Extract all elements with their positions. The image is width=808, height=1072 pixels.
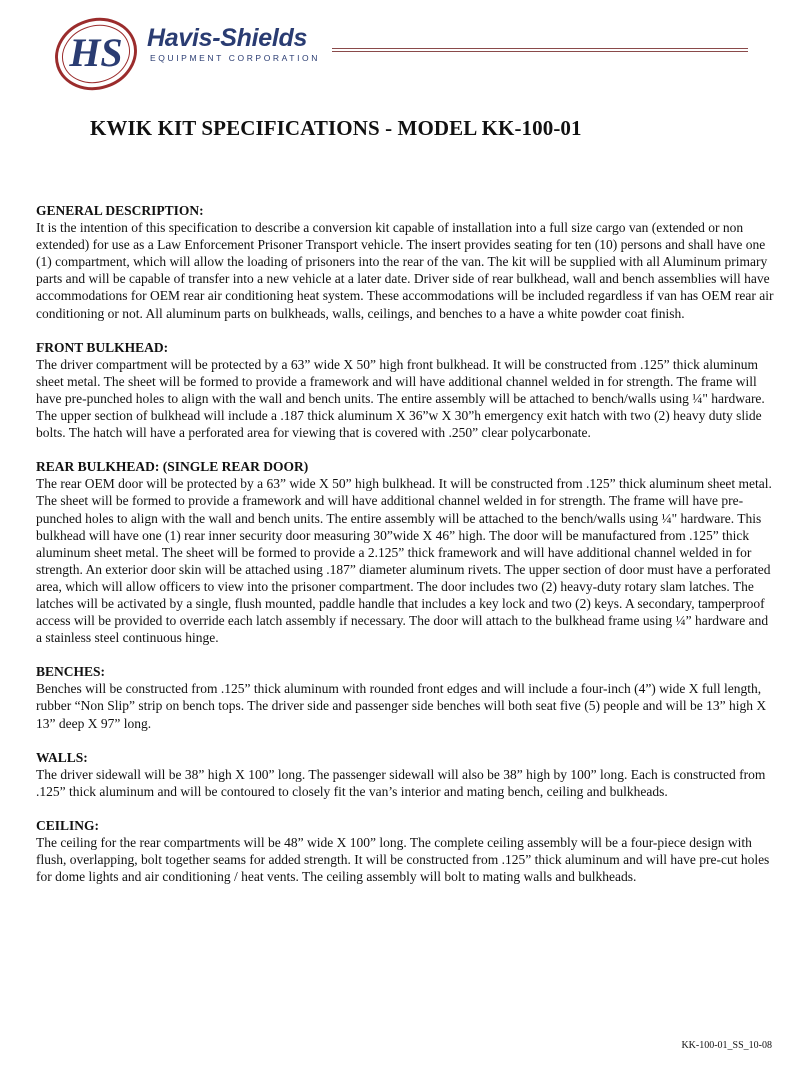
section-heading: WALLS: [36,749,88,765]
logo-monogram: HS [69,30,123,75]
section-ceiling [36,817,774,885]
header-rule [332,51,748,52]
section-heading: REAR BULKHEAD: (SINGLE REAR DOOR) [36,459,309,475]
section-body: It is the intention of this specification to describe a conversion kit capable of installation into a full size cargo van (extended or non extended) for use as a Law Enforcement Prisoner Transport vehicle. The insert provides seating for ten (10) persons and shall have one (1) compartment, which will allow the loading of prisoners into the rear of the van. The kit will be supplied with all Aluminum primary parts and will be capable of transfer into a new vehicle at a later date. Driver side of rear bulkhead, wall and bench assemblies will have accommodations for OEM rear air conditioning heat system. These accommodations will be included regardless if van has OEM rear air conditioning or not. All aluminum parts on bulkheads, walls, ceilings, and benches to a have a white powder coat finish. [36,220,774,321]
document-code: KK-100-01_SS_10-08 [681,1040,772,1051]
section-body: The driver compartment will be protected by a 63” wide X 50” high front bulkhead. It will be constructed from .125” thick aluminum sheet metal. The sheet will be formed to provide a framework and will have additional channel welded in for strength. The frame will have pre-punched holes to align with the wall and bench units. The entire assembly will be attached to bench/walls using ¼" hardware. The upper section of bulkhead will include a .187 thick aluminum X 36”w X 30”h emergency exit hatch with two (2) heavy duty slide bolts. The hatch will have a perforated area for viewing that is covered with .250” clear polycarbonate. [36,356,765,441]
brand-subtitle: EQUIPMENT CORPORATION [150,53,320,63]
section-body: The ceiling for the rear compartments will be 48” wide X 100” long. The complete ceiling assembly will be a four-piece design with flush, overlapping, bolt together seams for added strength. It will be constructed from .125” thick aluminum and will have pre-cut holes for dome lights and air conditioning / heat vents. The ceiling assembly will bolt to mating walls and bulkheads. [36,835,770,885]
section-front-bulkhead [36,339,774,442]
company-logo [52,16,148,96]
section-heading: GENERAL DESCRIPTION: [36,203,204,218]
section-heading: BENCHES: [36,664,106,680]
letterhead [52,16,752,96]
brand-name: Havis-Shields [147,24,308,52]
section-walls [36,749,774,800]
section-general-description [36,202,774,322]
section-body: The rear OEM door will be protected by a 63” wide X 50” high bulkhead. It will be constructed from .125” thick aluminum sheet metal. The sheet will be formed to provide a framework and will have additional channel welded in for strength. The frame will have pre-punched holes to align with the wall and bench units. The entire assembly will be attached to the bench/walls using ¼" hardware. This bulkhead will have one (1) rear inner security door measuring 30”wide X 46” high. The door will be manufactured from .125” thick aluminum sheet metal. The sheet will be formed to provide a 2.125” thick framework and will have additional channel welded in for strength. An exterior door skin will be attached using .187” diameter aluminum rivets. The upper section of door must have a perforated area, which will allow officers to view into the prisoner compartment. The door includes two (2) heavy-duty rotary slam latches. The latches will be activated by a single, flush mounted, paddle handle that includes a key lock and two (2) keys. A secondary, tamperproof access will be provided to override each latch assembly if necessary. The door will attach to the bulkhead frame using ¼” hardware and a stainless steel continuous hinge. [36,476,772,646]
section-body: Benches will be constructed from .125” thick aluminum with rounded front edges and will include a four-inch (4”) wide X full length, rubber “Non Slip” strip on bench tops. The driver side and passenger side benches will both seat five (5) people and will be 13” high X 13” deep X 97” long. [36,681,767,731]
section-body: The driver sidewall will be 38” high X 100” long. The passenger sidewall will also be 38” high by 100” long. Each is constructed from .125” thick aluminum and will be contoured to closely fit the van’s interior and mating bench, ceiling and bulkheads. [36,766,766,799]
section-benches [36,663,774,731]
section-rear-bulkhead [36,458,774,646]
specifications-body [36,202,774,902]
page-title: KWIK KIT SPECIFICATIONS - MODEL KK-100-01 [90,116,582,140]
header-rule [332,48,748,49]
section-heading: CEILING: [36,817,100,833]
section-heading: FRONT BULKHEAD: [36,339,169,355]
